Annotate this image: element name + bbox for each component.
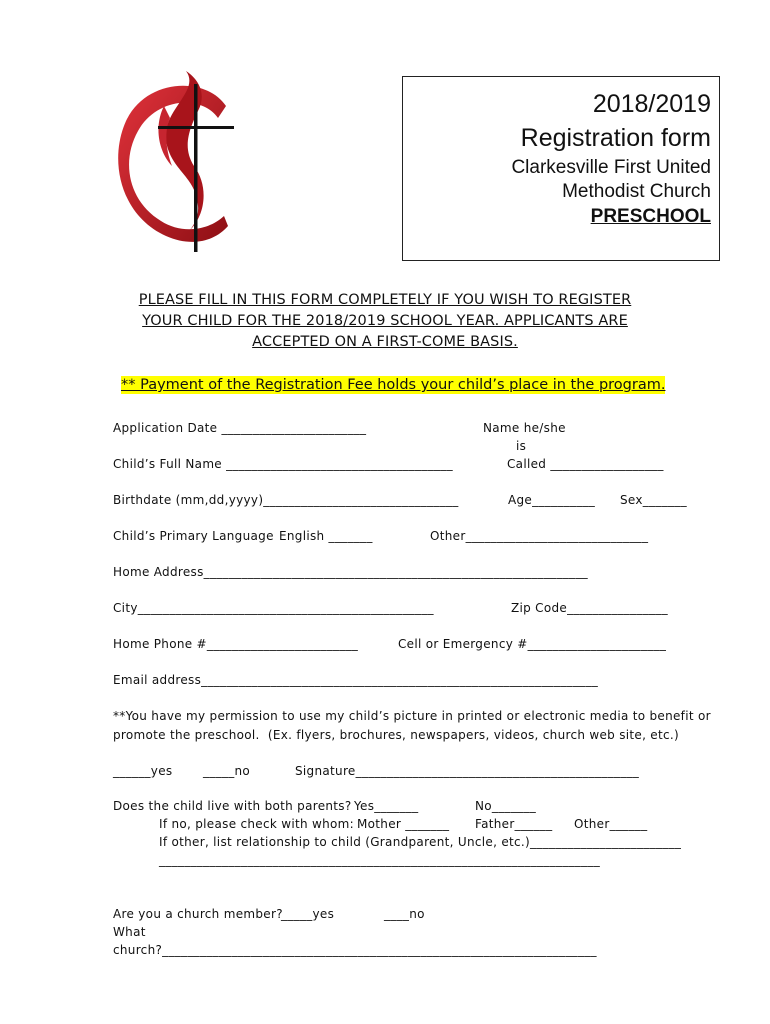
english-field[interactable]: English _______	[279, 529, 373, 543]
both-parents-question: Does the child live with both parents?	[113, 799, 352, 813]
church-member-yes-field[interactable]: _____yes	[281, 907, 335, 921]
permission-yes-field[interactable]: ______yes	[113, 764, 173, 778]
full-name-field[interactable]: Child’s Full Name ____________________________________	[113, 457, 453, 471]
cell-emergency-field[interactable]: Cell or Emergency #______________________	[398, 637, 667, 651]
other-language-field[interactable]: Other_____________________________	[430, 529, 649, 543]
home-phone-field[interactable]: Home Phone #________________________	[113, 637, 359, 651]
sex-field[interactable]: Sex_______	[620, 493, 687, 507]
both-parents-no-field[interactable]: No_______	[475, 799, 537, 813]
relationship-field[interactable]: If other, list relationship to child (Grandparent, Uncle, etc.)________________________	[159, 835, 682, 849]
notice-line1: PLEASE FILL IN THIS FORM COMPLETELY IF YOU WISH TO REGISTER	[138, 292, 632, 308]
birthdate-field[interactable]: Birthdate (mm,dd,yyyy)_______________________________	[113, 493, 459, 507]
church-name-line1: Clarkesville First United	[511, 157, 711, 178]
father-field[interactable]: Father______	[475, 817, 553, 831]
primary-language-label: Child’s Primary Language	[113, 529, 274, 543]
school-year: 2018/2019	[592, 90, 711, 118]
name-he-she-label: Name he/she	[483, 421, 566, 435]
what-label: What	[113, 925, 146, 939]
other-guardian-field[interactable]: Other______	[574, 817, 648, 831]
called-field[interactable]: Called __________________	[507, 457, 664, 471]
both-parents-yes-field[interactable]: Yes_______	[354, 799, 419, 813]
signature-field[interactable]: Signature_____________________________________________	[295, 764, 640, 778]
church-name-line2: Methodist Church	[562, 181, 711, 202]
church-logo-icon	[106, 66, 246, 256]
home-address-field[interactable]: Home Address_____________________________________________________________	[113, 565, 588, 579]
permission-line2: promote the preschool. (Ex. flyers, brochures, newspapers, videos, church web site, etc.)	[113, 728, 679, 742]
permission-line1: **You have my permission to use my child’s picture in printed or electronic media to benefit or	[113, 709, 711, 723]
form-title: Registration form	[520, 124, 711, 152]
is-label: is	[516, 439, 527, 453]
registration-notice	[100, 290, 670, 353]
fee-note: ** Payment of the Registration Fee holds your child’s place in the program.	[121, 377, 666, 393]
relationship-extra-line[interactable]: ______________________________________________________________________	[159, 853, 600, 867]
notice-line2: YOUR CHILD FOR THE 2018/2019 SCHOOL YEAR. APPLICANTS ARE	[142, 313, 628, 329]
email-field[interactable]: Email address_______________________________________________________________	[113, 673, 599, 687]
age-field[interactable]: Age__________	[508, 493, 596, 507]
which-church-field[interactable]: church?_____________________________________________________________________	[113, 943, 597, 957]
application-date-field[interactable]: Application Date _______________________	[113, 421, 367, 435]
permission-no-field[interactable]: _____no	[203, 764, 251, 778]
program-name: PRESCHOOL	[590, 206, 711, 227]
if-no-label: If no, please check with whom:	[159, 817, 355, 831]
zip-code-field[interactable]: Zip Code________________	[511, 601, 668, 615]
church-member-question: Are you a church member?	[113, 907, 283, 921]
notice-line3: ACCEPTED ON A FIRST-COME BASIS.	[252, 334, 518, 350]
city-field[interactable]: City_______________________________________________	[113, 601, 434, 615]
title-box	[402, 76, 720, 261]
church-member-no-field[interactable]: ____no	[384, 907, 425, 921]
mother-field[interactable]: Mother _______	[357, 817, 450, 831]
